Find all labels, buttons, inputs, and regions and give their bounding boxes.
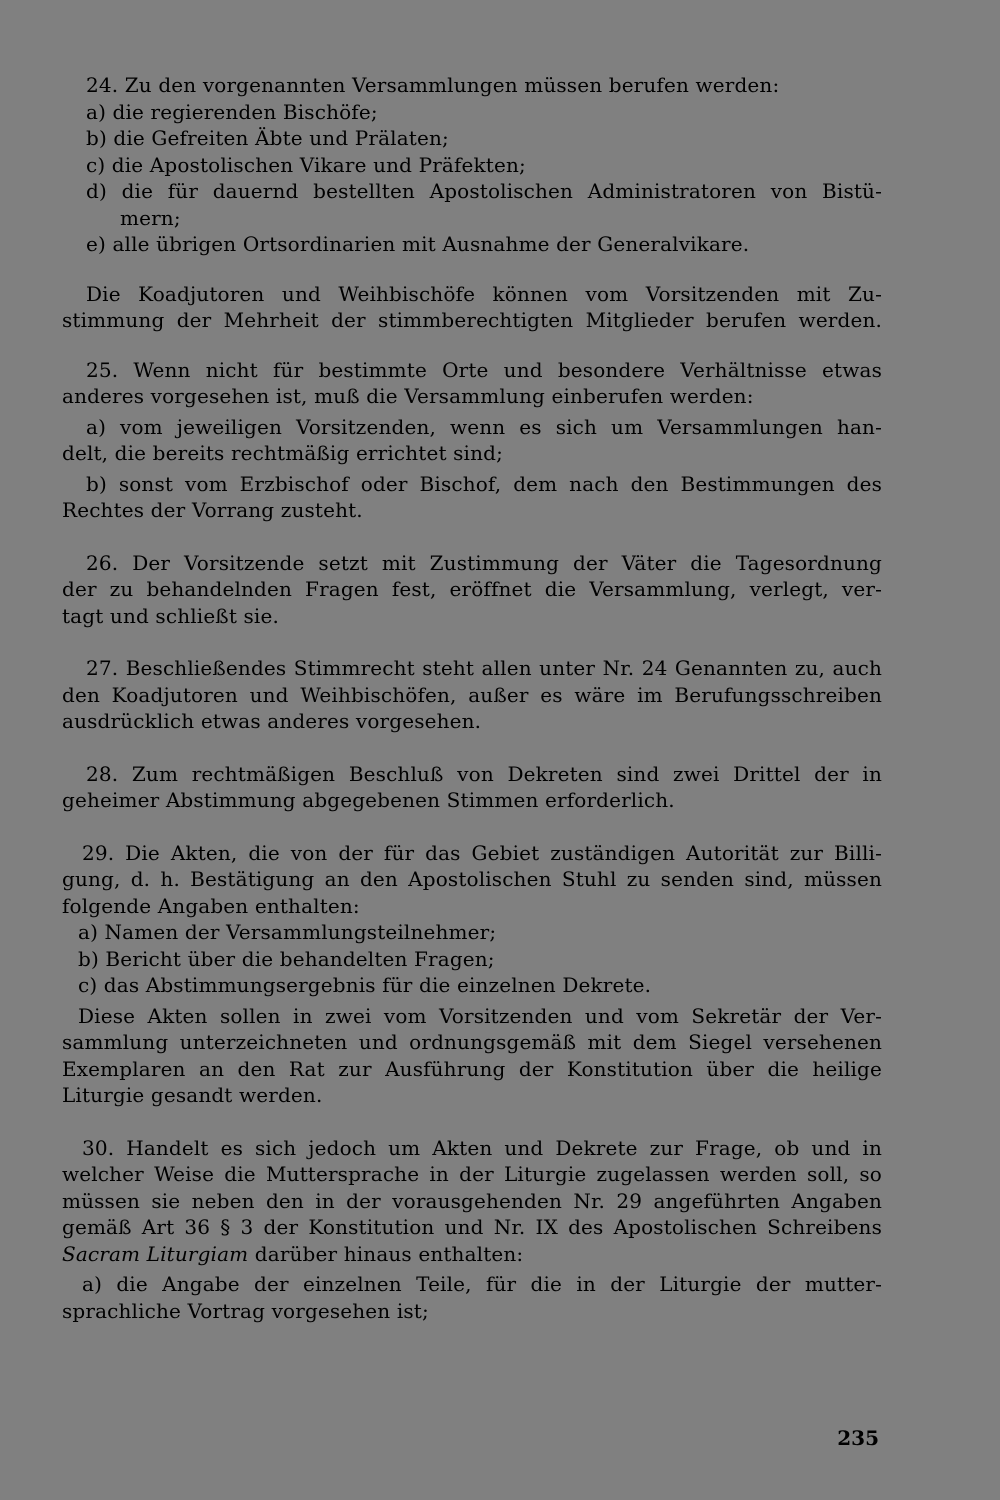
section-30-item-a-line-1: a) die Angabe der einzelnen Teile, für die in der Liturgie der mutter- <box>82 1272 882 1296</box>
publication-title: Sacram Liturgiam <box>62 1241 249 1266</box>
section-24-paragraph <box>62 281 882 334</box>
section-24-item-b: b) die Gefreiten Äbte und Prälaten; <box>86 126 449 150</box>
section-27-line-2: den Koadjutoren und Weihbischöfen, außer es wäre im Berufungsschreiben <box>62 682 882 707</box>
section-30-line-2: welcher Weise die Muttersprache in der Liturgie zugelassen werden soll, so <box>62 1162 882 1186</box>
section-30-item-a-line-2: sprachliche Vortrag vorgesehen ist; <box>62 1298 429 1323</box>
section-30-line-5-rest: darüber hinaus enthalten: <box>248 1241 524 1266</box>
section-24-item-e: e) alle übrigen Ortsordinarien mit Ausnahme der Generalvikare. <box>86 232 750 256</box>
section-24-heading: 24. Zu den vorgenannten Versammlungen müssen berufen werden: <box>86 73 780 97</box>
section-25-item-b-line-1: b) sonst vom Erzbischof oder Bischof, dem nach den Bestimmungen des <box>86 471 882 496</box>
section-24-paragraph-line-1: Die Koadjutoren und Weihbischöfe können vom Vorsitzenden mit Zu- <box>86 281 882 306</box>
section-29-paragraph-line-2: sammlung unterzeichneten und ordnungsgemäß mit dem Siegel versehenen <box>62 1030 882 1054</box>
section-26 <box>62 550 882 630</box>
spacer <box>62 814 882 840</box>
section-28 <box>62 761 882 814</box>
section-25-item-a-line-1: a) vom jeweiligen Vorsitzenden, wenn es sich um Versammlungen han- <box>86 414 882 439</box>
spacer <box>62 334 882 357</box>
spacer <box>62 1109 882 1135</box>
section-30-line-4: gemäß Art 36 § 3 der Konstitution und Nr. IX des Apostolischen Schreibens <box>62 1215 882 1239</box>
section-30-line-3: müssen sie neben den in der vorausgehenden Nr. 29 angeführten Angaben <box>62 1188 882 1213</box>
spacer <box>62 524 882 550</box>
section-24-item-a: a) die regierenden Bischöfe; <box>86 99 378 124</box>
section-26-line-1: 26. Der Vorsitzende setzt mit Zustimmung der Väter die Tagesordnung <box>86 550 882 575</box>
section-29-paragraph-line-4: Liturgie gesandt werden. <box>62 1083 323 1107</box>
section-24-item-d-line-2: mern; <box>120 205 181 230</box>
section-27 <box>62 655 882 735</box>
section-29-line-1: 29. Die Akten, die von der für das Gebiet zuständigen Autorität zur Billi- <box>82 840 882 865</box>
section-25-item-b-line-2: Rechtes der Vorrang zusteht. <box>62 498 363 522</box>
section-29-paragraph-line-1: Diese Akten sollen in zwei vom Vorsitzenden und vom Sekretär der Ver- <box>78 1003 882 1028</box>
section-29-line-2: gung, d. h. Bestätigung an den Apostolischen Stuhl zu senden sind, müssen <box>62 867 882 891</box>
section-24-item-c: c) die Apostolischen Vikare und Präfekten; <box>86 152 526 177</box>
section-29-paragraph-line-3: Exemplaren an den Rat zur Ausführung der Konstitution über die heilige <box>62 1056 882 1081</box>
section-27-line-3: ausdrücklich etwas anderes vorgesehen. <box>62 709 482 733</box>
spacer <box>62 629 882 655</box>
section-25 <box>62 357 882 524</box>
section-30-line-1: 30. Handelt es sich jedoch um Akten und Dekrete zur Frage, ob und in <box>82 1135 882 1160</box>
section-24-item-d-line-1: d) die für dauernd bestellten Apostolischen Administratoren von Bistü- <box>86 179 882 203</box>
section-29 <box>62 840 882 1109</box>
section-24-paragraph-line-2: stimmung der Mehrheit der stimmberechtigten Mitglieder berufen werden. <box>62 308 882 332</box>
spacer <box>62 735 882 761</box>
section-29-item-b: b) Bericht über die behandelten Fragen; <box>78 946 495 971</box>
section-29-item-a: a) Namen der Versammlungsteilnehmer; <box>78 920 497 944</box>
section-29-line-3: folgende Angaben enthalten: <box>62 893 360 918</box>
section-25-item-a-line-2: delt, die bereits rechtmäßig errichtet sind; <box>62 441 503 465</box>
section-27-line-1: 27. Beschließendes Stimmrecht steht allen unter Nr. 24 Genannten zu, auch <box>86 656 882 680</box>
section-25-line-2: anderes vorgesehen ist, muß die Versammlung einberufen werden: <box>62 384 754 408</box>
section-30-line-5 <box>62 1241 882 1268</box>
section-29-item-c: c) das Abstimmungsergebnis für die einzelnen Dekrete. <box>78 973 652 997</box>
section-28-line-1: 28. Zum rechtmäßigen Beschluß von Dekreten sind zwei Drittel der in <box>86 761 882 786</box>
section-30 <box>62 1135 882 1325</box>
section-25-line-1: 25. Wenn nicht für bestimmte Orte und besondere Verhältnisse etwas <box>86 357 882 382</box>
section-26-line-2: der zu behandelnden Fragen fest, eröffnet die Versammlung, verlegt, ver- <box>62 577 882 601</box>
section-28-line-2: geheimer Abstimmung abgegebenen Stimmen erforderlich. <box>62 788 675 812</box>
page-number: 235 <box>837 1426 879 1450</box>
section-24 <box>62 72 882 258</box>
spacer <box>62 258 882 281</box>
section-26-line-3: tagt und schließt sie. <box>62 603 279 628</box>
